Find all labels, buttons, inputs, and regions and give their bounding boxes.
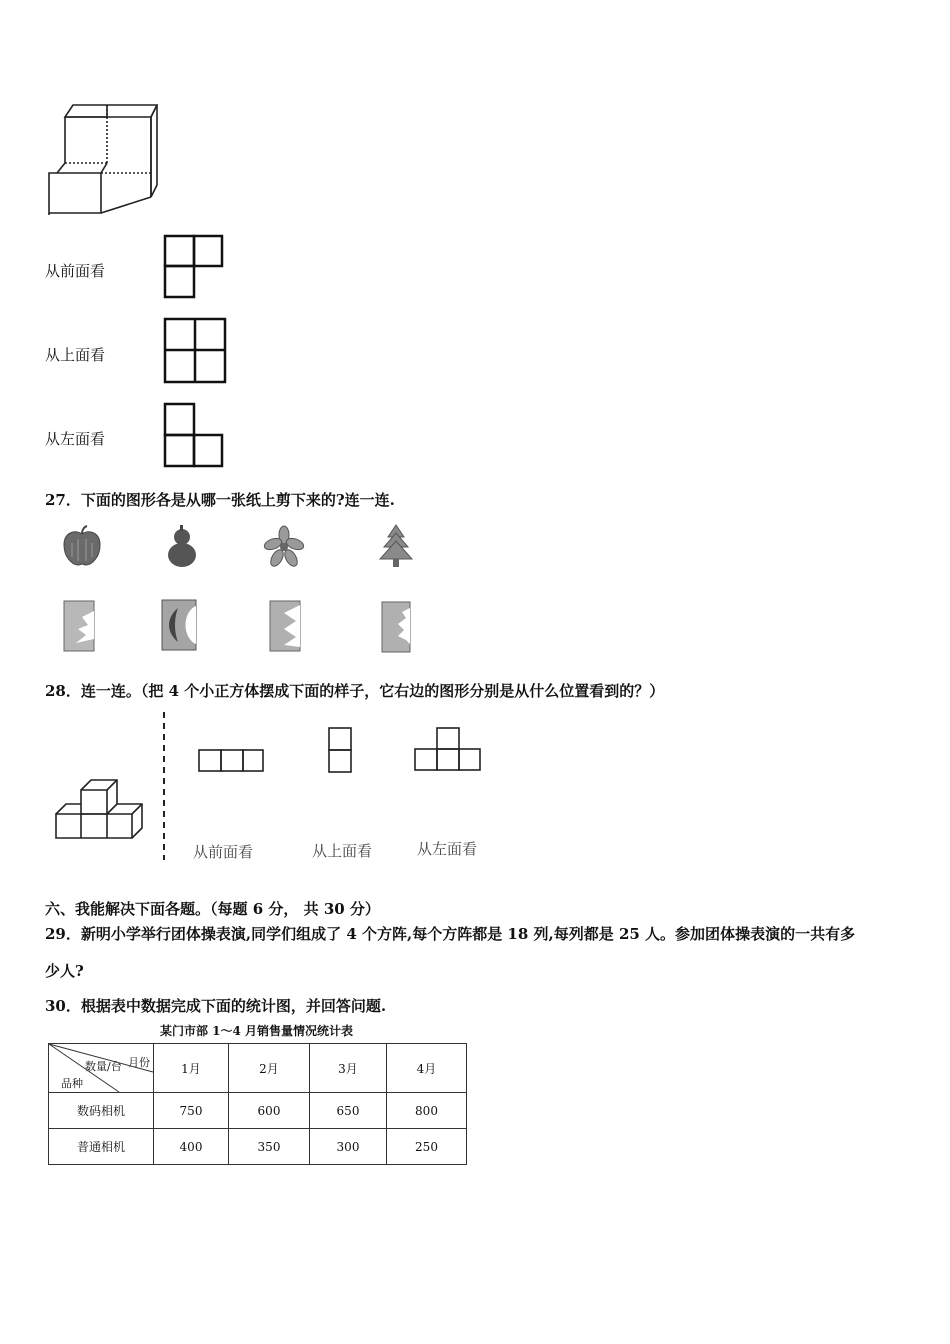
table-cell: 800 <box>387 1093 467 1129</box>
table-header-cell: 1月 <box>154 1044 229 1093</box>
table-row <box>49 1044 467 1093</box>
corner-month-label: 月份 <box>128 1056 150 1069</box>
apple-icon[interactable] <box>60 525 104 569</box>
q30-question: 30．根据表中数据完成下面的统计图，并回答问题. <box>45 997 387 1015</box>
q28-3d-blocks <box>52 770 162 850</box>
q26-3d-figure <box>45 100 165 220</box>
q28-label-front: 从前面看 <box>193 843 254 861</box>
table-cell: 300 <box>310 1129 387 1165</box>
q28-label-left: 从左面看 <box>417 840 478 858</box>
q30-sales-table-wrap <box>48 1043 467 1165</box>
table-cell: 400 <box>154 1129 229 1165</box>
paper-leaf-cut[interactable] <box>380 600 416 656</box>
table-cell: 650 <box>310 1093 387 1129</box>
q26-top-view-label: 从上面看 <box>45 346 106 364</box>
paper-star-cut[interactable] <box>62 599 98 655</box>
paper-zigzag-cut[interactable] <box>268 599 304 655</box>
table-cell: 600 <box>229 1093 310 1129</box>
table-cell: 350 <box>229 1129 310 1165</box>
q26-top-view-shape <box>163 317 233 387</box>
q30-table-title: 某门市部 1～4 月销售量情况统计表 <box>160 1024 354 1038</box>
q28-view-column <box>327 726 357 776</box>
table-row <box>49 1129 467 1165</box>
table-corner-cell <box>49 1044 154 1093</box>
q28-label-top: 从上面看 <box>312 842 373 860</box>
corner-quantity-label: 数量/台 <box>85 1060 122 1073</box>
table-row <box>49 1093 467 1129</box>
q26-left-view-shape <box>163 402 233 472</box>
table-header-cell: 4月 <box>387 1044 467 1093</box>
q28-view-row <box>197 749 267 775</box>
q26-left-view-label: 从左面看 <box>45 430 106 448</box>
q28-question: 28．连一连。（把 4 个小正方体摆成下面的样子，它右边的图形分别是从什么位置看到的？） <box>45 682 665 700</box>
tree-icon[interactable] <box>374 523 418 571</box>
table-header-cell: 3月 <box>310 1044 387 1093</box>
section6-title: 六、我能解决下面各题。（每题 6 分， 共 30 分） <box>45 900 380 918</box>
table-row-label: 普通相机 <box>49 1129 154 1165</box>
flower-icon[interactable] <box>262 525 306 569</box>
table-cell: 750 <box>154 1093 229 1129</box>
q29-line2: 少人? <box>45 962 84 980</box>
q29-line1: 29．新明小学举行团体操表演,同学们组成了 4 个方阵,每个方阵都是 18 列,每列都是 25 人。参加团体操表演的一共有多 <box>45 925 856 943</box>
gourd-icon[interactable] <box>160 525 204 569</box>
q28-view-t-shape <box>413 726 485 776</box>
paper-moon-cut[interactable] <box>160 598 200 654</box>
q26-front-view-label: 从前面看 <box>45 262 106 280</box>
q28-divider <box>161 712 167 860</box>
table-cell: 250 <box>387 1129 467 1165</box>
q30-sales-table <box>48 1043 467 1165</box>
q26-front-view-shape <box>163 234 233 304</box>
q27-question: 27．下面的图形各是从哪一张纸上剪下来的?连一连. <box>45 491 395 509</box>
corner-category-label: 品种 <box>61 1077 83 1090</box>
table-row-label: 数码相机 <box>49 1093 154 1129</box>
table-header-cell: 2月 <box>229 1044 310 1093</box>
